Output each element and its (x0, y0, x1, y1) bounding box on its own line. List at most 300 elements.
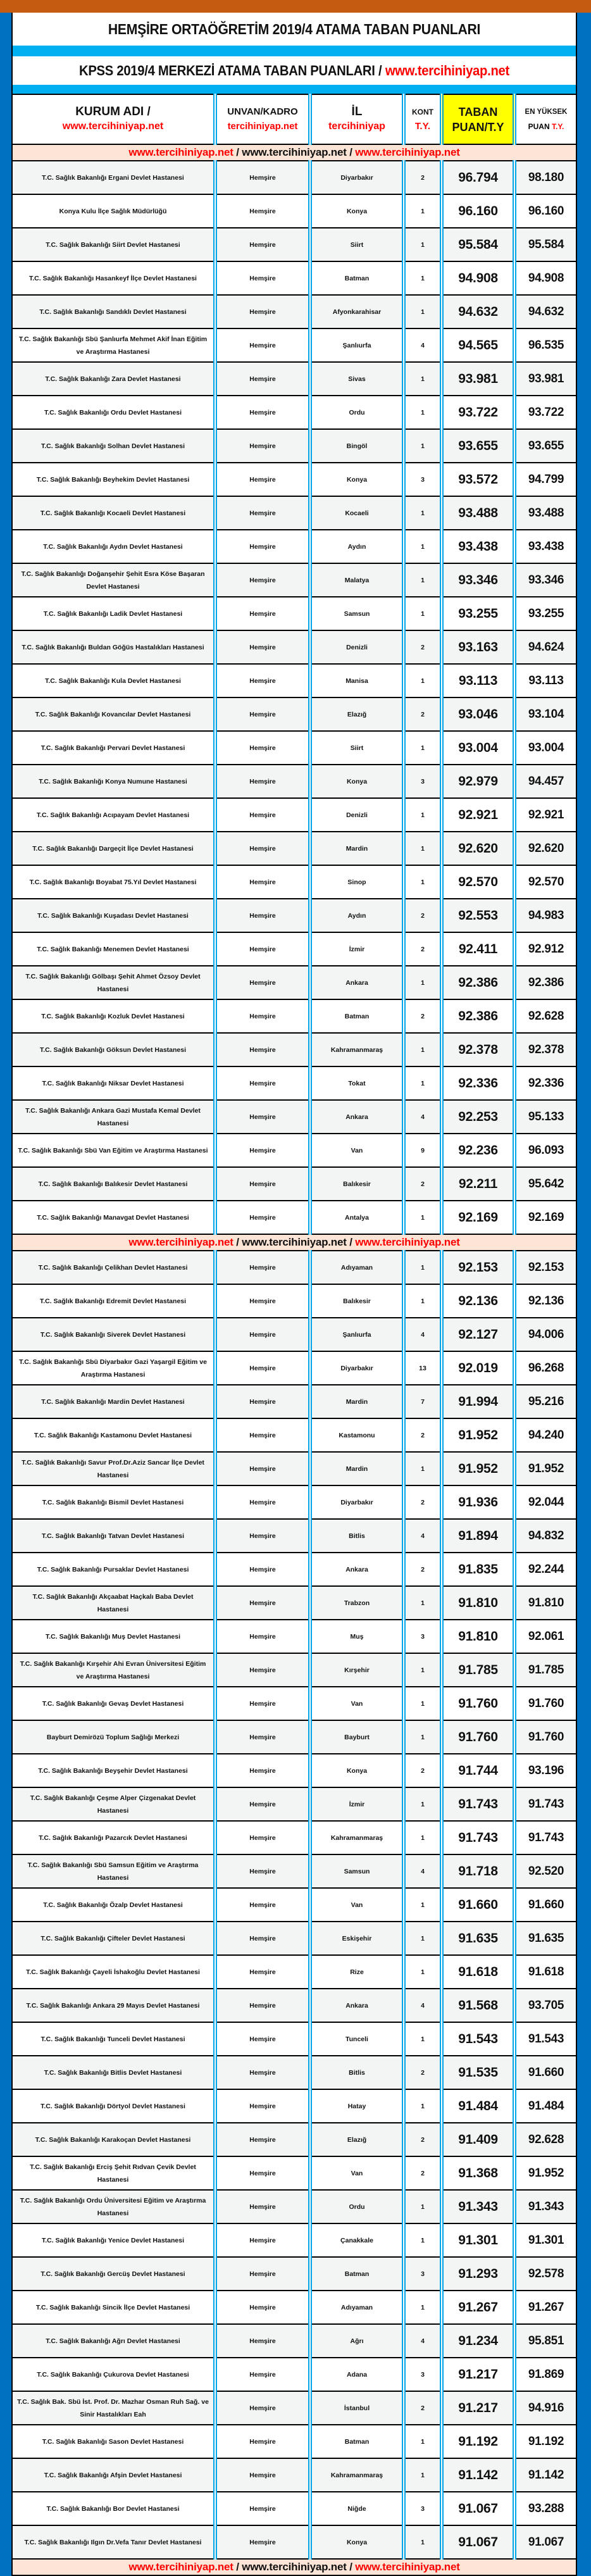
cell-unvan: Hemşire (215, 1821, 310, 1854)
cell-il: Manisa (310, 664, 404, 697)
cell-taban-puan: 91.217 (442, 2391, 514, 2425)
cell-il: Sinop (310, 865, 404, 899)
cell-taban-puan: 93.438 (442, 530, 514, 563)
table-row (13, 2291, 576, 2324)
cell-kurum: T.C. Sağlık Bakanlığı Sbü Şanlıurfa Mehmet Akif İnan Eğitim ve Araştırma Hastanesi (13, 328, 215, 362)
cell-kurum: T.C. Sağlık Bakanlığı Sincik İlçe Devlet Hastanesi (13, 2291, 215, 2324)
cell-en-yuksek-puan: 91.743 (514, 1787, 576, 1821)
cell-kont: 1 (404, 2425, 442, 2458)
cell-kurum: T.C. Sağlık Bakanlığı Sandıklı Devlet Hastanesi (13, 295, 215, 328)
cell-en-yuksek-puan: 94.240 (514, 1418, 576, 1452)
cell-en-yuksek-puan: 93.346 (514, 563, 576, 597)
cell-en-yuksek-puan: 91.484 (514, 2089, 576, 2123)
cell-il: Aydın (310, 899, 404, 932)
cell-en-yuksek-puan: 94.799 (514, 463, 576, 496)
cell-en-yuksek-puan: 94.006 (514, 1318, 576, 1351)
cell-unvan: Hemşire (215, 1134, 310, 1167)
cell-kont: 4 (404, 1854, 442, 1888)
table-row (13, 1955, 576, 1989)
cell-taban-puan: 91.217 (442, 2358, 514, 2391)
col-header-sub: T.Y. (414, 120, 431, 132)
cell-kont: 7 (404, 1385, 442, 1418)
cell-unvan: Hemşire (215, 999, 310, 1033)
cell-kurum: T.C. Sağlık Bakanlığı Çukurova Devlet Hastanesi (13, 2358, 215, 2391)
cell-kurum: T.C. Sağlık Bakanlığı Ankara Gazi Mustafa Kemal Devlet Hastanesi (13, 1100, 215, 1134)
cell-en-yuksek-puan: 92.336 (514, 1066, 576, 1100)
cell-en-yuksek-puan: 91.267 (514, 2291, 576, 2324)
cell-il: Batman (310, 2425, 404, 2458)
cell-il: Niğde (310, 2492, 404, 2525)
table-row (13, 1100, 576, 1134)
cell-il: Konya (310, 194, 404, 228)
cell-kurum: T.C. Sağlık Bakanlığı Ağrı Devlet Hastanesi (13, 2324, 215, 2358)
cell-kont: 1 (404, 865, 442, 899)
cell-kurum: T.C. Sağlık Bakanlığı Aydın Devlet Hastanesi (13, 530, 215, 563)
cell-kurum: Konya Kulu İlçe Sağlık Müdürlüğü (13, 194, 215, 228)
cell-en-yuksek-puan: 91.067 (514, 2525, 576, 2559)
table-row (13, 328, 576, 362)
table-row (13, 1787, 576, 1821)
table-row (13, 530, 576, 563)
banner-link[interactable]: www.tercihiniyap.net (355, 1236, 460, 1248)
cell-unvan: Hemşire (215, 1385, 310, 1418)
cell-kurum: T.C. Sağlık Bakanlığı Çayeli İshakoğlu Devlet Hastanesi (13, 1955, 215, 1989)
cell-kont: 2 (404, 2123, 442, 2156)
cell-unvan: Hemşire (215, 1586, 310, 1620)
cell-kurum: T.C. Sağlık Bakanlığı Kocaeli Devlet Hastanesi (13, 496, 215, 530)
cell-taban-puan: 94.632 (442, 295, 514, 328)
cell-unvan: Hemşire (215, 1653, 310, 1687)
cell-en-yuksek-puan: 92.520 (514, 1854, 576, 1888)
cell-en-yuksek-puan: 92.921 (514, 798, 576, 832)
cell-il: Ankara (310, 1553, 404, 1586)
cell-unvan: Hemşire (215, 463, 310, 496)
cell-kurum: T.C. Sağlık Bakanlığı Beyşehir Devlet Hastanesi (13, 1754, 215, 1787)
cell-taban-puan: 91.718 (442, 1854, 514, 1888)
cell-il: Tokat (310, 1066, 404, 1100)
cell-unvan: Hemşire (215, 2391, 310, 2425)
cell-il: Şanlıurfa (310, 1318, 404, 1351)
cell-unvan: Hemşire (215, 1485, 310, 1519)
cell-taban-puan: 91.744 (442, 1754, 514, 1787)
table-row (13, 463, 576, 496)
cell-il: Batman (310, 999, 404, 1033)
cell-unvan: Hemşire (215, 2257, 310, 2291)
cell-en-yuksek-puan: 92.244 (514, 1553, 576, 1586)
cell-kurum: T.C. Sağlık Bakanlığı Karakoçan Devlet Hastanesi (13, 2123, 215, 2156)
cell-kurum: T.C. Sağlık Bakanlığı Niksar Devlet Hastanesi (13, 1066, 215, 1100)
sheet-frame (11, 13, 577, 2576)
banner-separator: / (346, 1236, 356, 1248)
cell-kont: 1 (404, 530, 442, 563)
cell-en-yuksek-puan: 91.301 (514, 2223, 576, 2257)
cell-kurum: T.C. Sağlık Bakanlığı Çifteler Devlet Hastanesi (13, 1922, 215, 1955)
cell-taban-puan: 96.794 (442, 161, 514, 194)
cell-en-yuksek-puan: 98.180 (514, 161, 576, 194)
cell-il: Van (310, 2156, 404, 2190)
cell-en-yuksek-puan: 91.343 (514, 2190, 576, 2223)
cell-kurum: T.C. Sağlık Bakanlığı Ergani Devlet Hastanesi (13, 161, 215, 194)
cell-en-yuksek-puan: 92.912 (514, 932, 576, 966)
table-row (13, 865, 576, 899)
col-header-il (310, 94, 404, 144)
cell-il: Ordu (310, 396, 404, 429)
cell-il: Bingöl (310, 429, 404, 463)
banner-link[interactable]: www.tercihiniyap.net (355, 2561, 460, 2573)
table-row (13, 1821, 576, 1854)
cell-taban-puan: 91.543 (442, 2022, 514, 2056)
cell-taban-puan: 92.019 (442, 1351, 514, 1385)
cell-kurum: T.C. Sağlık Bakanlığı Beyhekim Devlet Hastanesi (13, 463, 215, 496)
table-row (13, 1754, 576, 1787)
table-row (13, 2458, 576, 2492)
cell-il: Van (310, 1687, 404, 1720)
cell-il: Kırşehir (310, 1653, 404, 1687)
cell-kurum: T.C. Sağlık Bakanlığı Gölbaşı Şehit Ahmet Özsoy Devlet Hastanesi (13, 966, 215, 999)
cell-unvan: Hemşire (215, 1100, 310, 1134)
banner-link[interactable]: www.tercihiniyap.net (128, 1236, 233, 1248)
cell-en-yuksek-puan: 91.192 (514, 2425, 576, 2458)
cell-il: Konya (310, 2525, 404, 2559)
cell-kurum: T.C. Sağlık Bakanlığı Kovancılar Devlet Hastanesi (13, 697, 215, 731)
table-row (13, 1653, 576, 1687)
watermark-banner-row (13, 2559, 576, 2575)
cell-kurum: T.C. Sağlık Bakanlığı Ladik Devlet Hastanesi (13, 597, 215, 630)
cell-kurum: T.C. Sağlık Bakanlığı Gevaş Devlet Hastanesi (13, 1687, 215, 1720)
cell-kont: 2 (404, 899, 442, 932)
subtitle-text: KPSS 2019/4 MERKEZİ ATAMA TABAN PUANLARI / (78, 62, 382, 78)
cell-unvan: Hemşire (215, 1284, 310, 1318)
cell-en-yuksek-puan: 93.196 (514, 1754, 576, 1787)
cell-unvan: Hemşire (215, 1418, 310, 1452)
cell-unvan: Hemşire (215, 2123, 310, 2156)
cell-il: Sivas (310, 362, 404, 396)
cell-kurum: T.C. Sağlık Bakanlığı Solhan Devlet Hastanesi (13, 429, 215, 463)
cell-en-yuksek-puan: 94.632 (514, 295, 576, 328)
cell-il: Kahramanmaraş (310, 1821, 404, 1854)
cell-kont: 3 (404, 2492, 442, 2525)
banner-link[interactable]: www.tercihiniyap.net (355, 146, 460, 158)
cell-il: Konya (310, 1754, 404, 1787)
cell-kont: 1 (404, 2291, 442, 2324)
cell-taban-puan: 93.046 (442, 697, 514, 731)
cell-il: Antalya (310, 1201, 404, 1234)
cell-en-yuksek-puan: 91.785 (514, 1653, 576, 1687)
cell-unvan: Hemşire (215, 530, 310, 563)
table-row (13, 1251, 576, 1284)
cell-taban-puan: 92.553 (442, 899, 514, 932)
subtitle-link[interactable]: www.tercihiniyap.net (385, 62, 510, 78)
table-row (13, 1620, 576, 1653)
cell-kurum: T.C. Sağlık Bakanlığı Doğanşehir Şehit Esra Köse Başaran Devlet Hastanesi (13, 563, 215, 597)
cell-kont: 1 (404, 295, 442, 328)
cell-en-yuksek-puan: 93.722 (514, 396, 576, 429)
divider-band (13, 85, 576, 94)
cell-en-yuksek-puan: 93.004 (514, 731, 576, 765)
cell-en-yuksek-puan: 93.104 (514, 697, 576, 731)
cell-unvan: Hemşire (215, 228, 310, 261)
col-header-label: UNVAN/KADRO (227, 106, 298, 117)
banner-link[interactable]: www.tercihiniyap.net (242, 1236, 347, 1248)
cell-il: Afyonkarahisar (310, 295, 404, 328)
table-header-row (13, 94, 576, 144)
cell-en-yuksek-puan: 93.438 (514, 530, 576, 563)
col-header-sub: PUAN/T.Y (452, 120, 504, 134)
cell-en-yuksek-puan: 93.113 (514, 664, 576, 697)
cell-taban-puan: 92.136 (442, 1284, 514, 1318)
cell-kont: 1 (404, 2223, 442, 2257)
cell-unvan: Hemşire (215, 261, 310, 295)
cell-unvan: Hemşire (215, 1687, 310, 1720)
cell-taban-puan: 91.994 (442, 1385, 514, 1418)
cell-il: Rize (310, 1955, 404, 1989)
cell-kont: 1 (404, 1586, 442, 1620)
cell-taban-puan: 91.952 (442, 1452, 514, 1485)
cell-il: Kahramanmaraş (310, 2458, 404, 2492)
table-row (13, 2156, 576, 2190)
cell-en-yuksek-puan: 96.535 (514, 328, 576, 362)
cell-kont: 1 (404, 362, 442, 396)
cell-kont: 1 (404, 194, 442, 228)
cell-taban-puan: 92.127 (442, 1318, 514, 1351)
cell-taban-puan: 93.488 (442, 496, 514, 530)
cell-il: Batman (310, 2257, 404, 2291)
cell-unvan: Hemşire (215, 429, 310, 463)
cell-kont: 1 (404, 261, 442, 295)
table-row (13, 798, 576, 832)
cell-unvan: Hemşire (215, 697, 310, 731)
cell-kont: 4 (404, 1100, 442, 1134)
cell-kurum: T.C. Sağlık Bakanlığı Ilgın Dr.Vefa Tanır Devlet Hastanesi (13, 2525, 215, 2559)
cell-unvan: Hemşire (215, 2223, 310, 2257)
cell-il: Şanlıurfa (310, 328, 404, 362)
cell-taban-puan: 92.236 (442, 1134, 514, 1167)
table-row (13, 899, 576, 932)
cell-kurum: T.C. Sağlık Bakanlığı Kırşehir Ahi Evran Üniversitesi Eğitim ve Araştırma Hastanesi (13, 1653, 215, 1687)
cell-unvan: Hemşire (215, 1201, 310, 1234)
cell-taban-puan: 91.067 (442, 2525, 514, 2559)
banner-link[interactable]: www.tercihiniyap.net (128, 146, 233, 158)
cell-il: Eskişehir (310, 1922, 404, 1955)
table-row (13, 1134, 576, 1167)
cell-il: Konya (310, 765, 404, 798)
table-row (13, 1351, 576, 1385)
cell-unvan: Hemşire (215, 2190, 310, 2223)
cell-taban-puan: 94.908 (442, 261, 514, 295)
cell-unvan: Hemşire (215, 1452, 310, 1485)
cell-kont: 3 (404, 1620, 442, 1653)
col-header-en-yuksek (514, 94, 576, 144)
cell-unvan: Hemşire (215, 2358, 310, 2391)
table-row (13, 966, 576, 999)
table-row (13, 999, 576, 1033)
cell-kont: 2 (404, 999, 442, 1033)
cell-kont: 1 (404, 1720, 442, 1754)
cell-taban-puan: 91.067 (442, 2492, 514, 2525)
cell-unvan: Hemşire (215, 2022, 310, 2056)
cell-unvan: Hemşire (215, 2291, 310, 2324)
cell-taban-puan: 91.293 (442, 2257, 514, 2291)
table-row (13, 496, 576, 530)
cell-en-yuksek-puan: 92.378 (514, 1033, 576, 1066)
cell-en-yuksek-puan: 92.061 (514, 1620, 576, 1653)
banner-link[interactable]: www.tercihiniyap.net (128, 2561, 233, 2573)
cell-kont: 1 (404, 1452, 442, 1485)
cell-kont: 2 (404, 630, 442, 664)
cell-kont: 1 (404, 966, 442, 999)
cell-en-yuksek-puan: 96.160 (514, 194, 576, 228)
cell-unvan: Hemşire (215, 966, 310, 999)
cell-unvan: Hemşire (215, 2525, 310, 2559)
cell-kurum: Bayburt Demirözü Toplum Sağlığı Merkezi (13, 1720, 215, 1754)
col-header-label: EN YÜKSEK (525, 108, 568, 116)
col-header-sub (518, 119, 575, 134)
table-row (13, 1888, 576, 1922)
table-row (13, 2022, 576, 2056)
cell-unvan: Hemşire (215, 664, 310, 697)
cell-taban-puan: 92.921 (442, 798, 514, 832)
cell-kurum: T.C. Sağlık Bakanlığı Mardin Devlet Hastanesi (13, 1385, 215, 1418)
cell-en-yuksek-puan: 92.386 (514, 966, 576, 999)
cell-il: Elazığ (310, 697, 404, 731)
table-row (13, 1066, 576, 1100)
cell-taban-puan: 91.301 (442, 2223, 514, 2257)
cell-unvan: Hemşire (215, 1620, 310, 1653)
cell-il: Adıyaman (310, 2291, 404, 2324)
cell-kurum: T.C. Sağlık Bakanlığı Bitlis Devlet Hastanesi (13, 2056, 215, 2089)
cell-kont: 2 (404, 1754, 442, 1787)
table-row (13, 194, 576, 228)
cell-taban-puan: 91.810 (442, 1586, 514, 1620)
cell-taban-puan: 93.722 (442, 396, 514, 429)
cell-il: Bitlis (310, 1519, 404, 1553)
table-row (13, 597, 576, 630)
cell-en-yuksek-puan: 93.255 (514, 597, 576, 630)
cell-kurum: T.C. Sağlık Bakanlığı Çelikhan Devlet Hastanesi (13, 1251, 215, 1284)
cell-taban-puan: 91.760 (442, 1720, 514, 1754)
cell-kurum: T.C. Sağlık Bakanlığı Konya Numune Hastanesi (13, 765, 215, 798)
cell-taban-puan: 91.568 (442, 1989, 514, 2022)
cell-taban-puan: 91.142 (442, 2458, 514, 2492)
cell-kurum: T.C. Sağlık Bakanlığı Pervari Devlet Hastanesi (13, 731, 215, 765)
cell-unvan: Hemşire (215, 2156, 310, 2190)
cell-kurum: T.C. Sağlık Bakanlığı Çeşme Alper Çizgenakat Devlet Hastanesi (13, 1787, 215, 1821)
cell-kurum: T.C. Sağlık Bakanlığı Ordu Üniversitesi Eğitim ve Araştırma Hastanesi (13, 2190, 215, 2223)
cell-taban-puan: 91.936 (442, 1485, 514, 1519)
cell-il: Diyarbakır (310, 1351, 404, 1385)
cell-unvan: Hemşire (215, 328, 310, 362)
cell-il: Bayburt (310, 1720, 404, 1754)
cell-kont: 4 (404, 2324, 442, 2358)
cell-il: İstanbul (310, 2391, 404, 2425)
table-row (13, 932, 576, 966)
col-header-label: KURUM ADI / (75, 104, 151, 118)
table-row (13, 362, 576, 396)
cell-kont: 2 (404, 161, 442, 194)
cell-kont: 3 (404, 2257, 442, 2291)
cell-kurum: T.C. Sağlık Bakanlığı Ordu Devlet Hastanesi (13, 396, 215, 429)
cell-kurum: T.C. Sağlık Bakanlığı Tunceli Devlet Hastanesi (13, 2022, 215, 2056)
cell-en-yuksek-puan: 93.981 (514, 362, 576, 396)
table-row (13, 1989, 576, 2022)
cell-kurum: T.C. Sağlık Bakanlığı Sbü Van Eğitim ve Araştırma Hastanesi (13, 1134, 215, 1167)
cell-kurum: T.C. Sağlık Bakanlığı Kozluk Devlet Hastanesi (13, 999, 215, 1033)
cell-kont: 2 (404, 1485, 442, 1519)
cell-taban-puan: 91.484 (442, 2089, 514, 2123)
cell-kont: 1 (404, 597, 442, 630)
cell-unvan: Hemşire (215, 2458, 310, 2492)
cell-en-yuksek-puan: 91.142 (514, 2458, 576, 2492)
cell-en-yuksek-puan: 92.044 (514, 1485, 576, 1519)
cell-taban-puan: 91.785 (442, 1653, 514, 1687)
table-row (13, 1167, 576, 1201)
cell-en-yuksek-puan: 93.705 (514, 1989, 576, 2022)
table-row (13, 2056, 576, 2089)
cell-unvan: Hemşire (215, 899, 310, 932)
cell-kont: 1 (404, 1066, 442, 1100)
cell-unvan: Hemşire (215, 1519, 310, 1553)
cell-il: Samsun (310, 1854, 404, 1888)
cell-kont: 1 (404, 1821, 442, 1854)
cell-il: Ordu (310, 2190, 404, 2223)
cell-kont: 1 (404, 563, 442, 597)
cell-kurum: T.C. Sağlık Bakanlığı Bor Devlet Hastanesi (13, 2492, 215, 2525)
scores-table (13, 94, 576, 2576)
cell-taban-puan: 92.386 (442, 966, 514, 999)
table-row (13, 2123, 576, 2156)
banner-separator: / (233, 1236, 242, 1248)
cell-il: Siirt (310, 731, 404, 765)
cell-en-yuksek-puan: 95.584 (514, 228, 576, 261)
cell-unvan: Hemşire (215, 1989, 310, 2022)
cell-unvan: Hemşire (215, 194, 310, 228)
cell-unvan: Hemşire (215, 496, 310, 530)
banner-link[interactable]: www.tercihiniyap.net (242, 146, 347, 158)
cell-il: Balıkesir (310, 1284, 404, 1318)
cell-unvan: Hemşire (215, 1888, 310, 1922)
cell-unvan: Hemşire (215, 2492, 310, 2525)
cell-kurum: T.C. Sağlık Bak. Sbü İst. Prof. Dr. Mazhar Osman Ruh Sağ. ve Sinir Hastalıkları Eah (13, 2391, 215, 2425)
cell-kont: 3 (404, 2358, 442, 2391)
col-header-link: tercihiniyap (328, 120, 385, 132)
cell-en-yuksek-puan: 95.216 (514, 1385, 576, 1418)
cell-taban-puan: 91.894 (442, 1519, 514, 1553)
cell-en-yuksek-puan: 95.642 (514, 1167, 576, 1201)
cell-kurum: T.C. Sağlık Bakanlığı Dörtyol Devlet Hastanesi (13, 2089, 215, 2123)
watermark-banner-row (13, 144, 576, 161)
cell-il: Ankara (310, 1989, 404, 2022)
cell-kurum: T.C. Sağlık Bakanlığı Siirt Devlet Hastanesi (13, 228, 215, 261)
col-header-link: www.tercihiniyap.net (62, 120, 164, 132)
cell-taban-puan: 92.378 (442, 1033, 514, 1066)
cell-unvan: Hemşire (215, 2425, 310, 2458)
cell-en-yuksek-puan: 94.916 (514, 2391, 576, 2425)
cell-il: İzmir (310, 1787, 404, 1821)
col-header-unvan (215, 94, 310, 144)
table-row (13, 1854, 576, 1888)
table-row (13, 1284, 576, 1318)
page-title: HEMŞİRE ORTAÖĞRETİM 2019/4 ATAMA TABAN PUANLARI (35, 13, 554, 46)
page-subtitle (35, 56, 554, 85)
cell-taban-puan: 93.655 (442, 429, 514, 463)
cell-unvan: Hemşire (215, 1167, 310, 1201)
watermark-banner (13, 1234, 576, 1251)
cell-en-yuksek-puan: 92.136 (514, 1284, 576, 1318)
banner-link[interactable]: www.tercihiniyap.net (242, 2561, 347, 2573)
cell-unvan: Hemşire (215, 161, 310, 194)
cell-en-yuksek-puan: 92.628 (514, 999, 576, 1033)
cell-kont: 1 (404, 1201, 442, 1234)
